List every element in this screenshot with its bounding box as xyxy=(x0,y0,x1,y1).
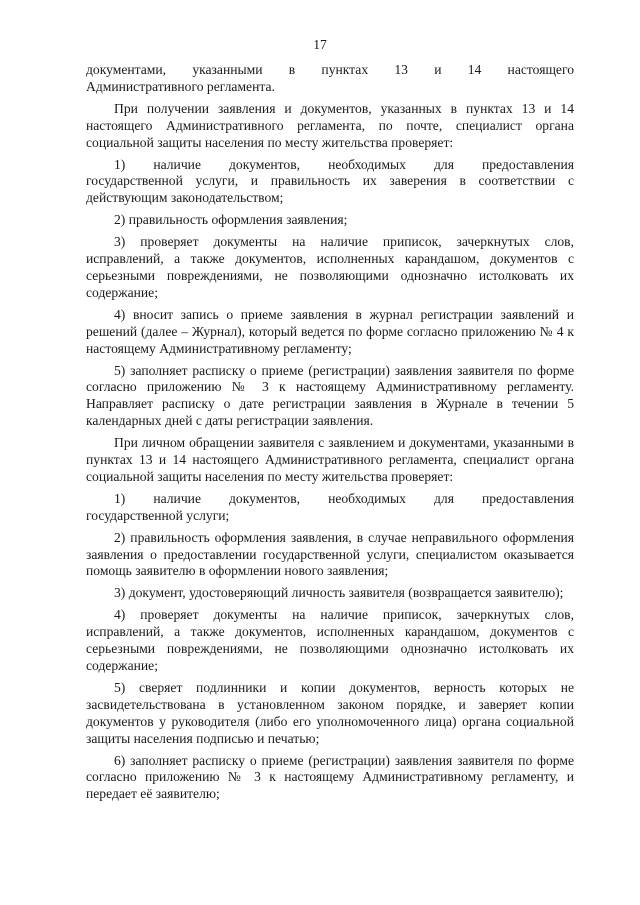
list-item-postal-1 xyxy=(86,157,574,208)
document-body xyxy=(86,62,574,803)
paragraph-rest: государственной услуги, и правильность их заверения в соответствии с действующим законодательством; xyxy=(86,173,574,206)
list-item-postal-2: 2) правильность оформления заявления; xyxy=(114,212,348,228)
list-item-personal-1 xyxy=(86,491,574,525)
paragraph-continuation xyxy=(86,62,574,96)
paragraph-rest: государственной услуги; xyxy=(86,507,230,523)
list-item-postal-4: 4) вносит запись о приеме заявления в журнал регистрации заявлений и решений (далее – Журнал), который ведется по форме согласно приложению № 4 к настоящему Административному регламенту; xyxy=(86,306,574,356)
paragraph-rest: Административного регламента. xyxy=(86,78,275,94)
list-item-postal-5: 5) заполняет расписку о приеме (регистрации) заявления заявителя по форме согласно приложению № 3 к настоящему Административному регламенту. Направляет расписку о дате регистрации заявления в Журнале в течении 5 календарных дней с даты регистрации заявления. xyxy=(86,362,574,429)
list-item-personal-6: 6) заполняет расписку о приеме (регистрации) заявления заявителя по форме согласно приложению № 3 к настоящему Административному регламенту, и передает её заявителю; xyxy=(86,752,574,802)
paragraph-first-line: 1) наличие документов, необходимых для предоставления xyxy=(114,156,574,172)
page-number: 17 xyxy=(313,37,327,52)
list-item-personal-5: 5) сверяет подлинники и копии документов, верность которых не засвидетельствована в установленном законом порядке, и заверяет копии документов у руководителя (либо его уполномоченного лица) органа социальной защиты населения подписью и печатью; xyxy=(86,679,574,746)
list-item-postal-3: 3) проверяет документы на наличие приписок, зачеркнутых слов, исправлений, а также документов, исполненных карандашом, документов с серьезными повреждениями, не позволяющими однозначно истолковать их содержание; xyxy=(86,234,574,300)
paragraph-first-line: документами, указанными в пунктах 13 и 14 настоящего xyxy=(86,62,574,77)
list-item-personal-4: 4) проверяет документы на наличие приписок, зачеркнутых слов, исправлений, а также документов, исполненных карандашом, документов с серьезными повреждениями, не позволяющими однозначно истолковать их содержание; xyxy=(86,607,574,673)
paragraph-postal-intro: При получении заявления и документов, указанных в пунктах 13 и 14 настоящего Административного регламента, по почте, специалист органа социальной защиты населения по месту жительства проверяет: xyxy=(86,100,574,150)
list-item-personal-3: 3) документ, удостоверяющий личность заявителя (возвращается заявителю); xyxy=(114,585,564,601)
paragraph-first-line: 1) наличие документов, необходимых для предоставления xyxy=(114,490,574,506)
paragraph-personal-intro: При личном обращении заявителя с заявлением и документами, указанными в пунктах 13 и 14 настоящего Административного регламента, специалист органа социальной защиты населения по месту жительства проверяет: xyxy=(86,435,574,484)
list-item-personal-2: 2) правильность оформления заявления, в случае неправильного оформления заявления о предоставлении государственной услуги, специалистом оказывается помощь заявителю в оформлении нового заявления; xyxy=(86,529,574,579)
